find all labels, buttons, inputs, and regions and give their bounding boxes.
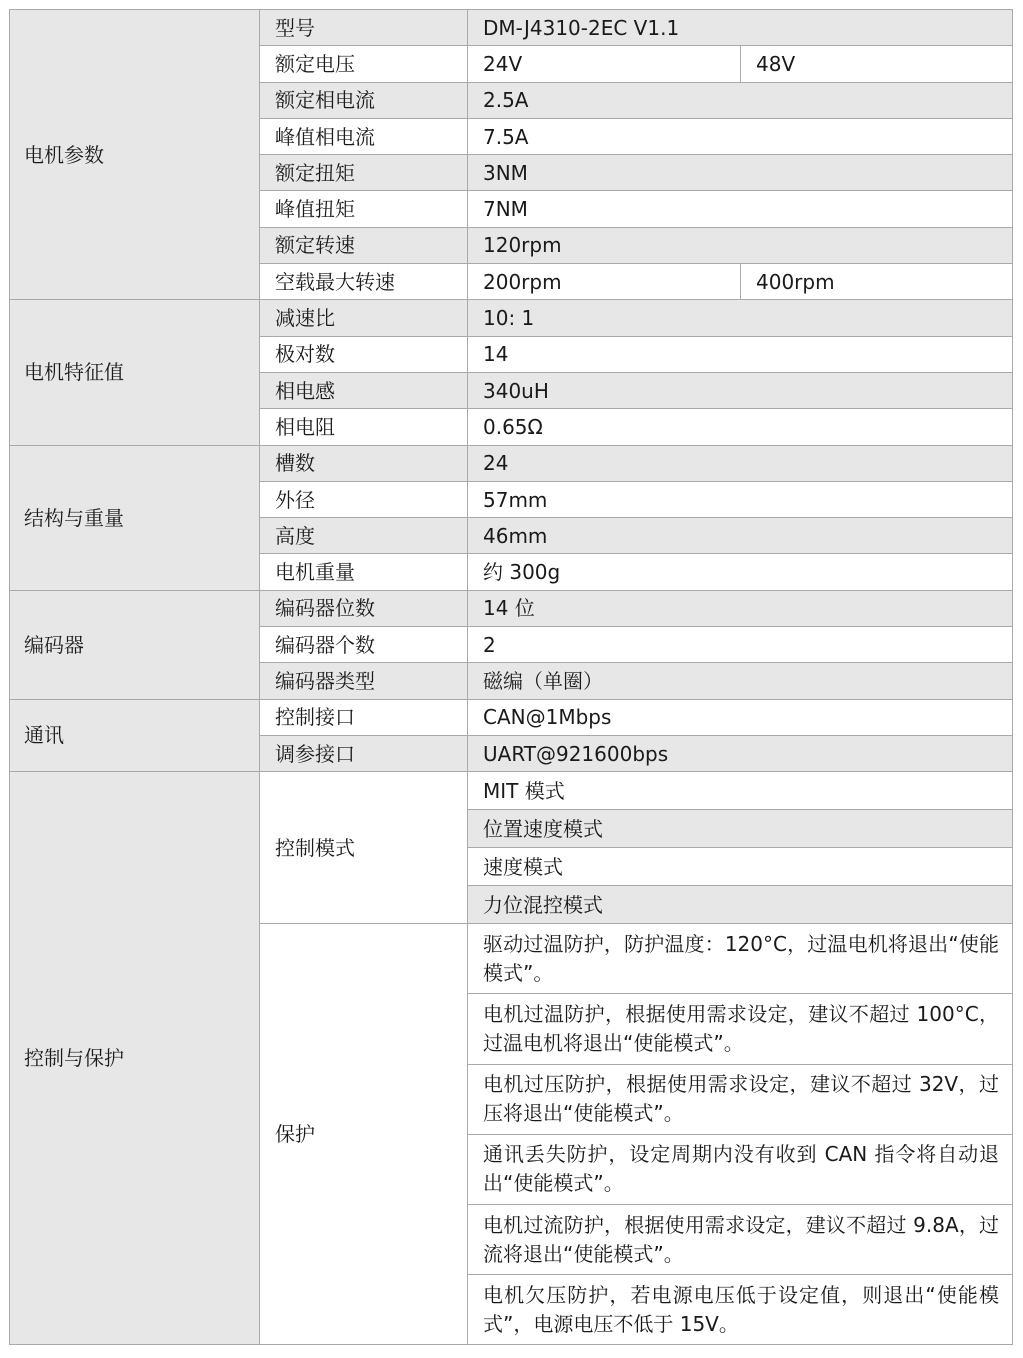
table-row	[10, 445, 1013, 481]
param-name-cell: 调参接口	[260, 735, 468, 771]
control-mode-item: MIT 模式	[468, 772, 1013, 810]
control-mode-item: 速度模式	[468, 848, 1013, 886]
param-name-cell: 减速比	[260, 300, 468, 336]
param-name-cell: 外径	[260, 481, 468, 517]
param-value-cell: 120rpm	[468, 227, 1013, 263]
param-value-cell: 14	[468, 336, 1013, 372]
param-value-cell: 46mm	[468, 518, 1013, 554]
param-value-cell: DM-J4310-2EC V1.1	[468, 10, 1013, 46]
control-mode-item: 位置速度模式	[468, 810, 1013, 848]
category-cell: 结构与重量	[10, 445, 260, 590]
category-cell: 通讯	[10, 699, 260, 772]
protection-item: 驱动过温防护，防护温度：120°C，过温电机将退出“使能模式”。	[468, 924, 1013, 994]
motor-spec-table	[9, 9, 1013, 1345]
param-value-cell: 57mm	[468, 481, 1013, 517]
table-row	[10, 10, 1013, 46]
param-name-cell: 极对数	[260, 336, 468, 372]
param-value-cell: 10: 1	[468, 300, 1013, 336]
param-value-cell: 340uH	[468, 372, 1013, 408]
param-name-cell: 相电感	[260, 372, 468, 408]
param-name-cell: 额定扭矩	[260, 155, 468, 191]
category-cell: 电机特征值	[10, 300, 260, 445]
param-value-cell: 400rpm	[741, 264, 1013, 300]
param-value-cell: 48V	[741, 46, 1013, 82]
param-name-cell: 峰值扭矩	[260, 191, 468, 227]
param-value-cell: UART@921600bps	[468, 735, 1013, 771]
param-name-cell: 额定相电流	[260, 82, 468, 118]
param-name-cell: 电机重量	[260, 554, 468, 590]
protection-item: 电机过压防护，根据使用需求设定，建议不超过 32V，过压将退出“使能模式”。	[468, 1064, 1013, 1134]
control-mode-item: 力位混控模式	[468, 886, 1013, 924]
param-name-cell: 编码器位数	[260, 590, 468, 626]
param-name-cell: 槽数	[260, 445, 468, 481]
param-name-cell: 编码器类型	[260, 663, 468, 699]
category-cell: 电机参数	[10, 10, 260, 300]
control-mode-label: 控制模式	[260, 772, 468, 924]
param-value-cell: 24	[468, 445, 1013, 481]
param-name-cell: 高度	[260, 518, 468, 554]
param-value-cell: 2	[468, 627, 1013, 663]
param-name-cell: 编码器个数	[260, 627, 468, 663]
param-value-cell: 约 300g	[468, 554, 1013, 590]
protection-item: 通讯丢失防护，设定周期内没有收到 CAN 指令将自动退出“使能模式”。	[468, 1134, 1013, 1204]
param-name-cell: 相电阻	[260, 409, 468, 445]
param-value-cell: 3NM	[468, 155, 1013, 191]
param-name-cell: 控制接口	[260, 699, 468, 735]
table-row	[10, 772, 1013, 810]
protection-label: 保护	[260, 924, 468, 1345]
param-value-cell: 磁编（单圈）	[468, 663, 1013, 699]
param-value-cell: 7.5A	[468, 118, 1013, 154]
param-name-cell: 空载最大转速	[260, 264, 468, 300]
param-name-cell: 型号	[260, 10, 468, 46]
protection-item: 电机过流防护，根据使用需求设定，建议不超过 9.8A，过流将退出“使能模式”。	[468, 1204, 1013, 1274]
param-name-cell: 峰值相电流	[260, 118, 468, 154]
table-row	[10, 590, 1013, 626]
param-value-cell: 24V	[468, 46, 741, 82]
param-value-cell: 0.65Ω	[468, 409, 1013, 445]
protection-item: 电机欠压防护，若电源电压低于设定值，则退出“使能模式”，电源电压不低于 15V。	[468, 1275, 1013, 1345]
table-row	[10, 300, 1013, 336]
table-row	[10, 699, 1013, 735]
param-value-cell: 2.5A	[468, 82, 1013, 118]
param-value-cell: 7NM	[468, 191, 1013, 227]
param-name-cell: 额定电压	[260, 46, 468, 82]
param-value-cell: CAN@1Mbps	[468, 699, 1013, 735]
protection-item: 电机过温防护，根据使用需求设定，建议不超过 100°C，过温电机将退出“使能模式”。	[468, 994, 1013, 1064]
param-value-cell: 14 位	[468, 590, 1013, 626]
param-value-cell: 200rpm	[468, 264, 741, 300]
category-cell: 编码器	[10, 590, 260, 699]
category-cell: 控制与保护	[10, 772, 260, 1345]
param-name-cell: 额定转速	[260, 227, 468, 263]
